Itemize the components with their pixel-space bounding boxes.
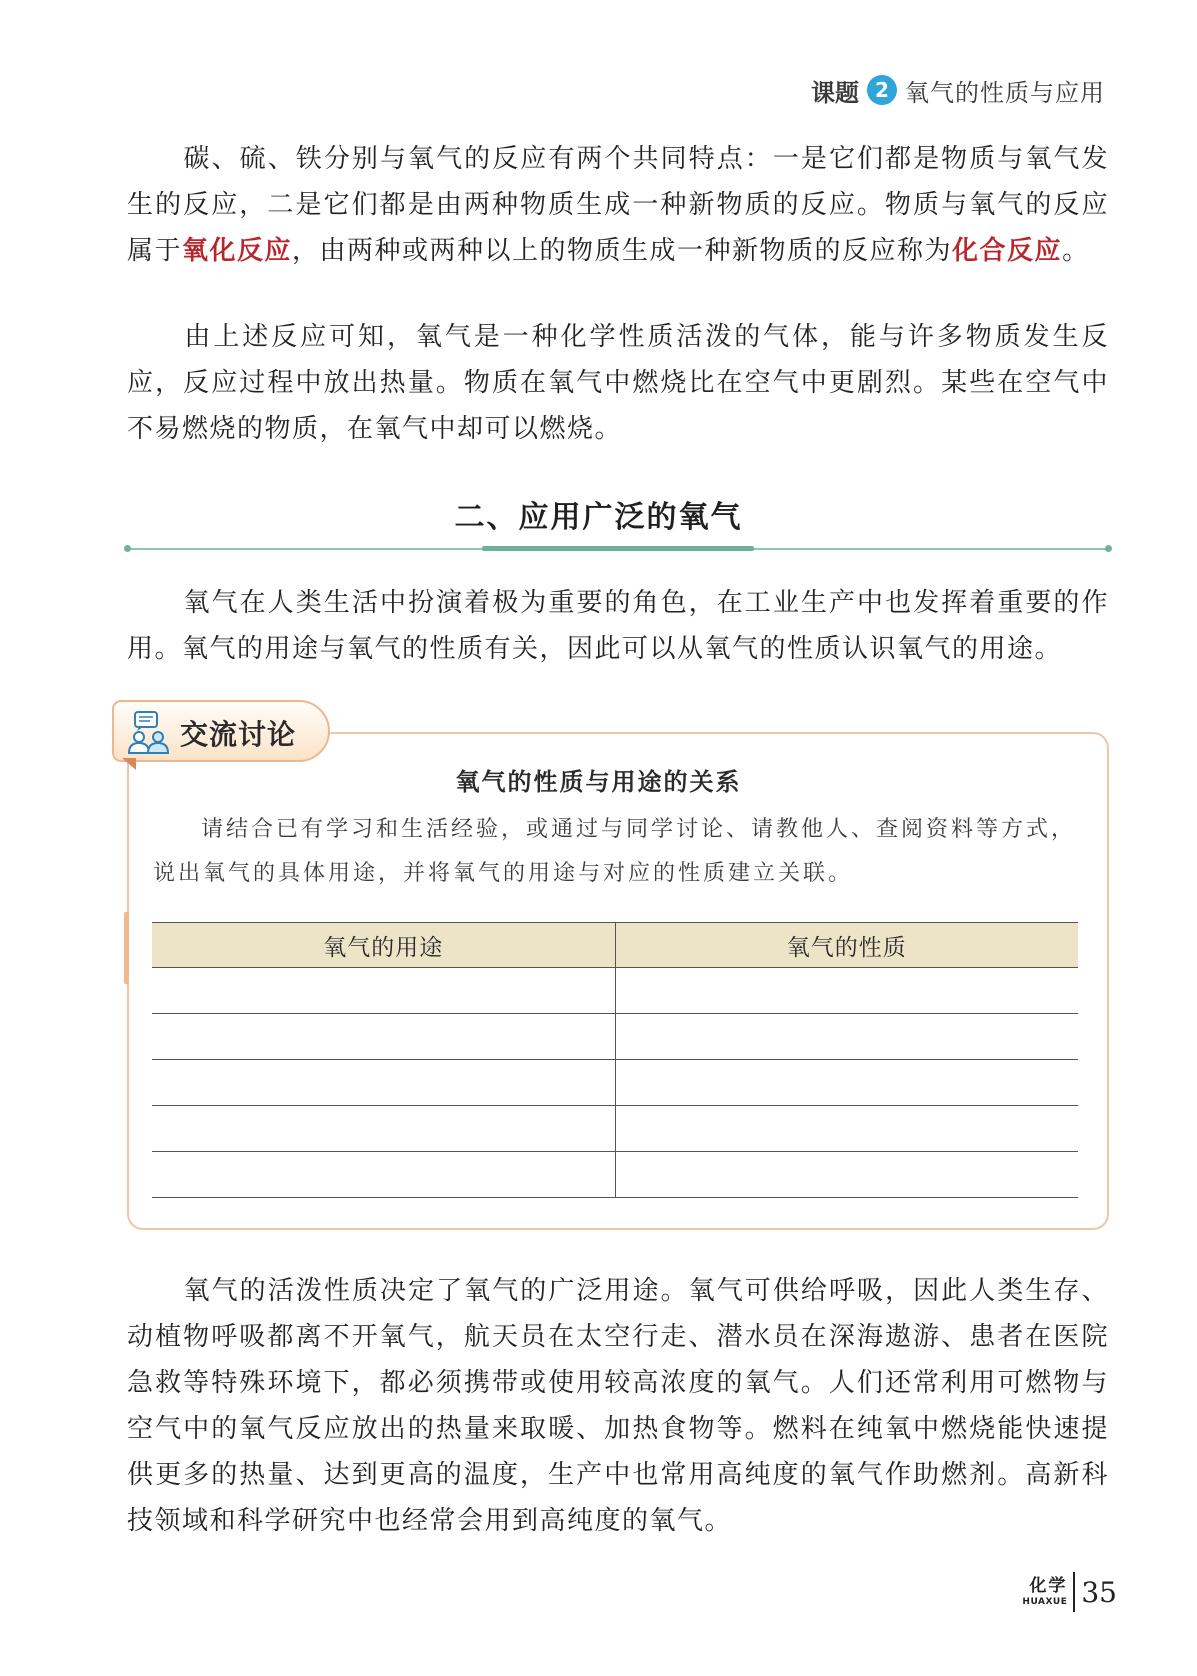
page-number: 35 — [1081, 1575, 1117, 1609]
table-row — [152, 1152, 1078, 1198]
p3-text: 氧气在人类生活中扮演着极为重要的角色，在工业生产中也发挥着重要的作用。氧气的用途与氧气的性质有关，因此可以从氧气的性质认识氧气的用途。 — [127, 588, 1109, 664]
discussion-people-icon — [126, 710, 172, 756]
chapter-header — [811, 70, 1105, 110]
discussion-title: 氧气的性质与用途的关系 — [455, 768, 742, 796]
discussion-instructions — [153, 808, 1083, 896]
table-header-row — [152, 923, 1078, 968]
paragraph-oxygen-uses — [127, 1268, 1109, 1544]
p1-text-3: 。 — [1062, 236, 1090, 266]
uses-properties-table — [152, 922, 1078, 1198]
term-oxidation-reaction: 氧化反应 — [182, 236, 293, 266]
subject-en: HUAXUE — [1022, 1596, 1068, 1607]
cell-use — [152, 1106, 615, 1152]
divider-dot-left — [124, 545, 131, 552]
footer-divider — [1073, 1572, 1075, 1612]
cell-use — [152, 1152, 615, 1198]
chapter-number-badge: 2 — [867, 75, 897, 105]
table-row — [152, 968, 1078, 1014]
term-combination-reaction: 化合反应 — [952, 236, 1063, 266]
discussion-box-side-accent — [124, 912, 129, 984]
header-uses: 氧气的用途 — [152, 923, 615, 968]
p1-text-2: ，由两种或两种以上的物质生成一种新物质的反应称为 — [292, 236, 953, 266]
cell-property — [615, 968, 1078, 1014]
chapter-title: 氧气的性质与应用 — [905, 78, 1105, 107]
subject-cn: 化学 — [1029, 1575, 1068, 1596]
cell-use — [152, 1014, 615, 1060]
divider-center-bar — [482, 546, 754, 551]
table-row — [152, 1060, 1078, 1106]
chapter-label: 课题 — [811, 78, 859, 107]
section-divider — [127, 548, 1109, 550]
p4-text: 氧气的活泼性质决定了氧气的广泛用途。氧气可供给呼吸，因此人类生存、动植物呼吸都离不开氧气，航天员在太空行走、潜水员在深海遨游、患者在医院急救等特殊环境下，都必须携带或使用较高浓度的氧气。人们还常利用可燃物与空气中的氧气反应放出的热量来取暖、加热食物等。燃料在纯氧中燃烧能快速提供更多的热量、达到更高的温度，生产中也常用高纯度的氧气作助燃剂。高新科技领域和科学研究中也经常会用到高纯度的氧气。 — [127, 1276, 1109, 1536]
cell-use — [152, 1060, 615, 1106]
cell-use — [152, 968, 615, 1014]
cell-property — [615, 1060, 1078, 1106]
discussion-tab-label: 交流讨论 — [180, 718, 297, 751]
p1-text-1: 碳、硫、铁分别与氧气的反应有两个共同特点：一是它们都是物质与氧气发生的反应，二是它们都是由两种物质生成一种新物质的反应。物质与氧气的反应属于 — [127, 144, 1109, 266]
cell-property — [615, 1152, 1078, 1198]
page-footer — [1022, 1572, 1117, 1612]
discussion-tab — [112, 700, 330, 762]
discussion-text: 请结合已有学习和生活经验，或通过与同学讨论、请教他人、查阅资料等方式，说出氧气的具体用途，并将氧气的用途与对应的性质建立关联。 — [153, 817, 1077, 886]
table-row — [152, 1014, 1078, 1060]
divider-dot-right — [1105, 545, 1112, 552]
p2-text: 由上述反应可知，氧气是一种化学性质活泼的气体，能与许多物质发生反应，反应过程中放出热量。物质在氧气中燃烧比在空气中更剧烈。某些在空气中不易燃烧的物质，在氧气中却可以燃烧。 — [127, 322, 1109, 444]
header-properties: 氧气的性质 — [615, 923, 1078, 968]
cell-property — [615, 1106, 1078, 1152]
subject-label — [1022, 1575, 1068, 1607]
paragraph-reaction-features — [127, 136, 1109, 274]
paragraph-oxygen-properties — [127, 314, 1109, 452]
table-row — [152, 1106, 1078, 1152]
section-title: 二、应用广泛的氧气 — [454, 500, 743, 535]
paragraph-oxygen-uses-intro — [127, 580, 1109, 672]
cell-property — [615, 1014, 1078, 1060]
